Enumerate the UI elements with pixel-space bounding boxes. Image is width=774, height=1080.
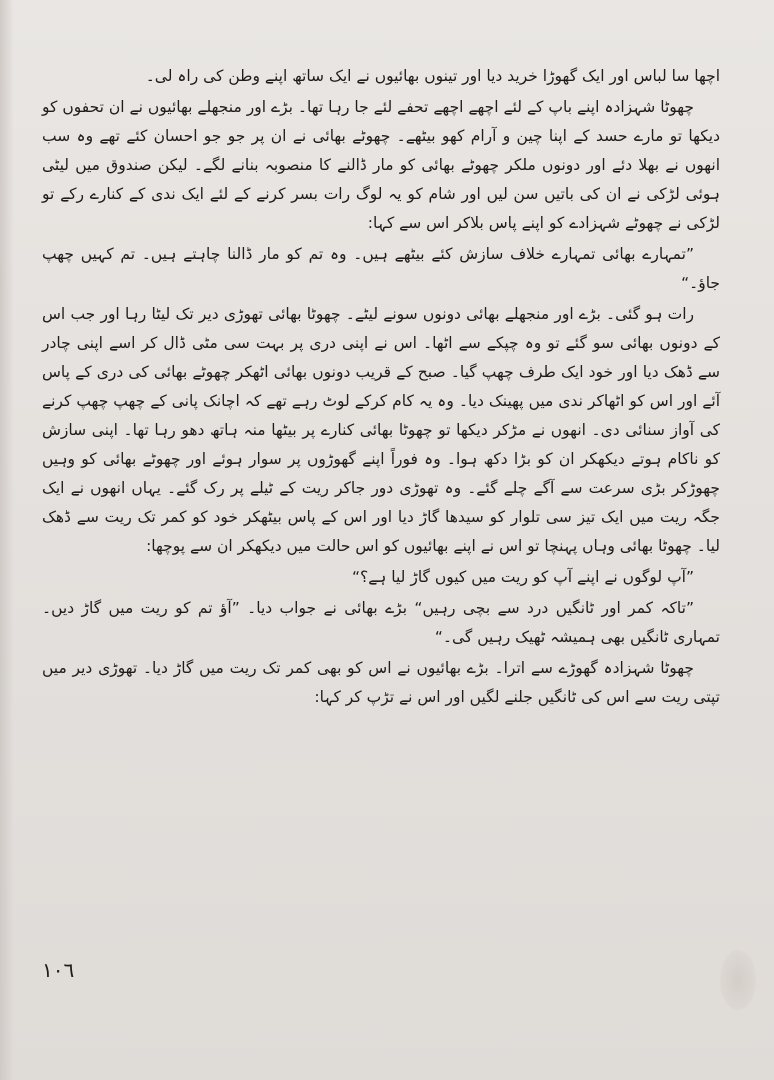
dialogue-paragraph: ”تمہارے بھائی تمہارے خلاف سازش کئے بیٹھے ہیں۔ وہ تم کو مار ڈالنا چاہتے ہیں۔ تم کہیں چھپ جاؤ۔“ <box>42 245 720 292</box>
paragraph: چھوٹا شہزادہ اپنے باپ کے لئے اچھے اچھے تحفے لئے جا رہا تھا۔ بڑے اور منجھلے بھائیوں نے ان تحفوں کو دیکھا تو مارے حسد کے اپنا چین و آرام کھو بیٹھے۔ چھوٹے بھائی نے ان پر جو جو احسان کئے تھے وہ سب انھوں نے بھلا دئے اور دونوں ملکر چھوٹے بھائی کو مار ڈالنے کا منصوبہ بنانے لگے۔ لیکن صندوق میں لیٹی ہوئی لڑکی نے ان کی باتیں سن لیں اور شام کو یہ لوگ رات بسر کرنے کے لئے ایک ندی کے کنارے رکے تو لڑکی نے چھوٹے شہزادے کو اپنے پاس بلاکر اس سے کہا: <box>42 98 720 232</box>
paragraph: چھوٹا شہزادہ گھوڑے سے اترا۔ بڑے بھائیوں نے اس کو بھی کمر تک ریت میں گاڑ دیا۔ تھوڑی دیر میں تپتی ریت سے اس کی ٹانگیں جلنے لگیں اور اس نے تڑپ کر کہا: <box>42 659 720 706</box>
paragraph: رات ہو گئی۔ بڑے اور منجھلے بھائی دونوں سونے لیٹے۔ چھوٹا بھائی تھوڑی دیر تک لیٹا رہا اور جب اس کے دونوں بھائی سو گئے تو وہ چپکے سے اٹھا۔ اس نے اپنی دری پر بہت سی مٹی ڈال کر اسے اپنی چادر سے ڈھک دیا اور خود ایک طرف چھپ گیا۔ صبح کے قریب دونوں بھائی اٹھکر چھوٹے بھائی کی دری کے پاس آئے اور اس کو اٹھاکر ندی میں پھینک دیا۔ وہ یہ کام کرکے لوٹ رہے تھے کہ اچانک پانی کے چھپ چھپ کرنے کی آواز سنائی دی۔ انھوں نے مڑکر دیکھا تو چھوٹا بھائی کنارے پر بیٹھا منہ ہاتھ دھو رہا تھا۔ اپنی سازش کو ناکام ہوتے دیکھکر ان کو بڑا دکھ ہوا۔ وہ فوراً اپنے گھوڑوں پر سوار ہوئے اور چھوٹے بھائی کو وہیں چھوڑکر بڑی سرعت سے آگے چلے گئے۔ وہ تھوڑی دور جاکر ریت کے ٹیلے پر رک گئے۔ یہاں انھوں نے ایک جگہ ریت میں ایک تیز سی تلوار کو سیدھا گاڑ دیا اور اس کے پاس بیٹھکر خود کو کمر تک ریت سے ڈھک لیا۔ چھوٹا بھائی وہاں پہنچا تو اس نے اپنے بھائیوں کو اس حالت میں دیکھکر ان سے پوچھا: <box>42 305 720 555</box>
story-text <box>42 62 720 712</box>
paragraph: اچھا سا لباس اور ایک گھوڑا خرید دیا اور تینوں بھائیوں نے ایک ساتھ اپنے وطن کی راہ لی۔ <box>145 67 720 85</box>
page-number: ١٠٦ <box>42 958 75 982</box>
dialogue-paragraph: ”تاکہ کمر اور ٹانگیں درد سے بچی رہیں“ بڑے بھائی نے جواب دیا۔ ”آؤ تم کو ریت میں گاڑ دیں۔ تمہاری ٹانگیں بھی ہمیشہ ٹھیک رہیں گی۔“ <box>42 599 720 646</box>
dialogue-paragraph: ”آپ لوگوں نے اپنے آپ کو ریت میں کیوں گاڑ لیا ہے؟“ <box>351 568 694 586</box>
paper-stain <box>720 950 756 1010</box>
